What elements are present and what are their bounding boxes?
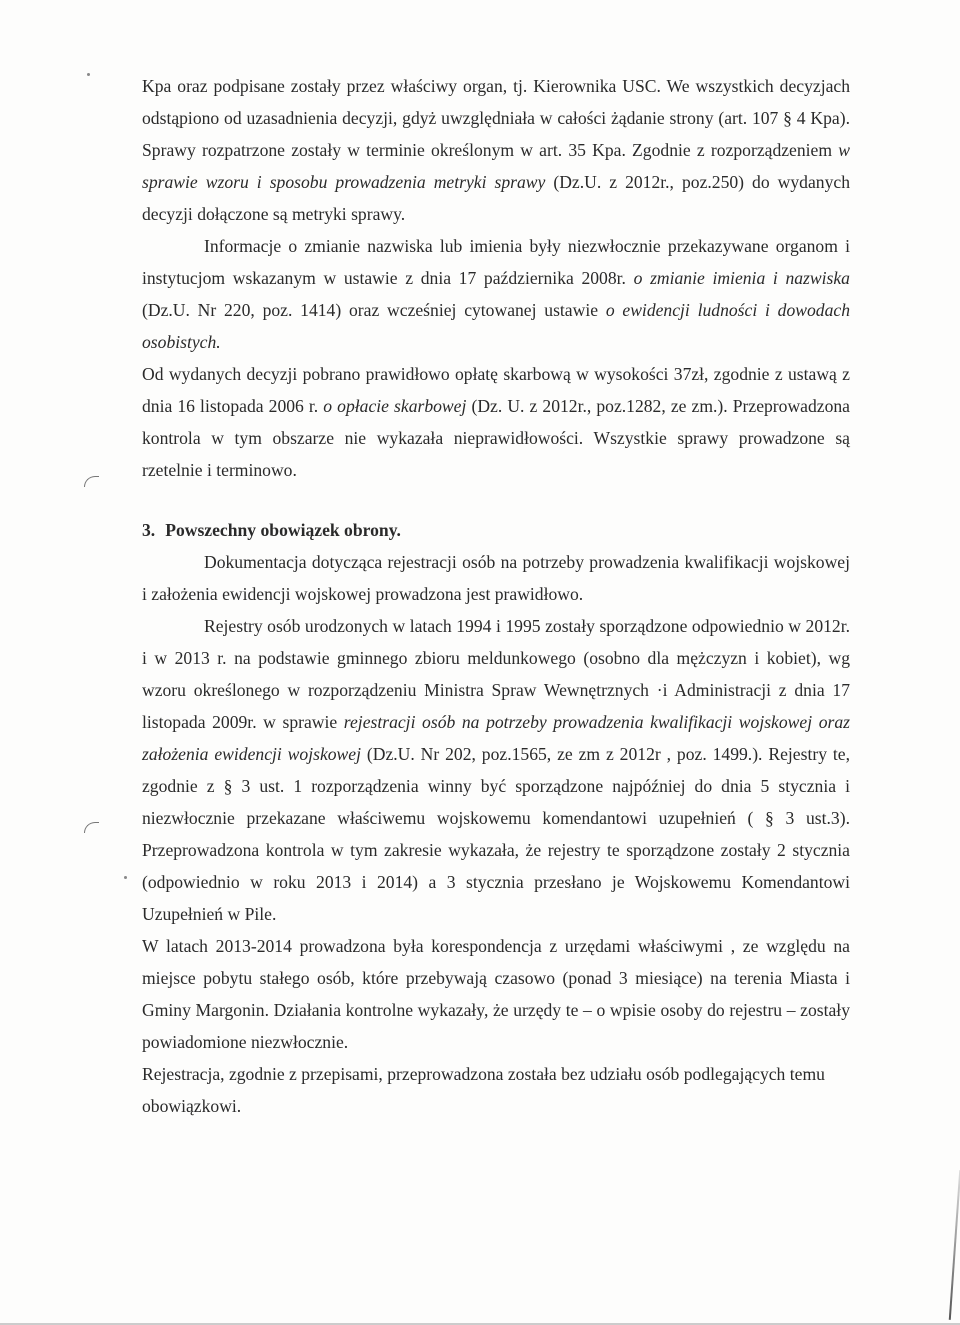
italic-citation: o zmianie imienia i nazwiska: [633, 268, 850, 288]
text-run: (Dz.U. z 2012r., poz.250) do wydanych decyzji dołączone są metryki sprawy.: [142, 172, 850, 224]
pencil-mark: [84, 822, 99, 833]
italic-citation: o ewidencji ludności i dowodach osobistych.: [142, 300, 850, 352]
text-run: (Dz.U. Nr 220, poz. 1414) oraz wcześniej cytowanej ustawie: [142, 300, 606, 320]
paragraph-name-change: [142, 230, 850, 358]
text-run: (Dz.U. Nr 202, poz.1565, ze zm z 2012r , poz. 1499.). Rejestry te, zgodnie z § 3 ust. 1 rozporządzenia winny być sporządzone najpóźniej do dnia 5 stycznia i niezwłocznie przekazane właściwemu wojskowemu komendantowi uzupełnień ( § 3 ust.3). Przeprowadzona kontrola w tym zakresie wykazała, że rejestry te sporządzone zostały 2 stycznia (odpowiednio w roku 2013 i 2014) a 3 stycznia przesłano je Wojskowemu Komendantowi Uzupełnień w Pile.: [142, 744, 850, 924]
section-title: Powszechny obowiązek obrony.: [165, 520, 401, 540]
italic-citation: rejestracji osób na potrzeby prowadzenia kwalifikacji wojskowej oraz założenia ewidencji wojskowej: [142, 712, 850, 764]
paragraph-correspondence: [142, 930, 850, 1058]
scan-speck: [87, 73, 90, 76]
paragraph-documentation: [142, 546, 850, 610]
section-number: 3.: [142, 520, 156, 540]
pencil-mark: [84, 476, 99, 487]
paragraph-decisions: [142, 70, 850, 230]
italic-citation: o opłacie skarbowej: [323, 396, 467, 416]
italic-citation: w sprawie wzoru i sposobu prowadzenia metryki sprawy: [142, 140, 850, 192]
text-run: Informacje o zmianie nazwiska lub imienia były niezwłocznie przekazywane organom i instytucjom wskazanym w ustawie z dnia 17 października 2008r.: [142, 236, 850, 288]
text-run: Rejestracja, zgodnie z przepisami, przeprowadzona została bez udziału osób podlegających temu obowiązkowi.: [142, 1064, 825, 1116]
text-run: W latach 2013-2014 prowadzona była korespondencja z urzędami właściwymi , ze względu na miejsce pobytu stałego osób, które przebywają czasowo (ponad 3 miesiące) na terenia Miasta i Gminy Margonin. Działania kontrolne wykazały, że urzędy te – o wpisie osoby do rejestru – zostały powiadomione niezwłocznie.: [142, 936, 850, 1052]
section-heading: [142, 514, 850, 546]
text-run: Od wydanych decyzji pobrano prawidłowo opłatę skarbową w wysokości 37zł, zgodnie z ustawą z dnia 16 listopada 2006 r.: [142, 364, 850, 416]
text-run: Rejestry osób urodzonych w latach 1994 i 1995 zostały sporządzone odpowiednio w 2012r. i w 2013 r. na podstawie gminnego zbioru meldunkowego (osobno dla mężczyzn i kobiet), wg wzoru określonego w rozporządzeniu Ministra Spraw Wewnętrznych ·i Administracji z dnia 17 listopada 2009r. w sprawie: [142, 616, 850, 732]
document-body: [142, 70, 850, 1122]
paragraph-registers: [142, 610, 850, 930]
text-run: Kpa oraz podpisane zostały przez właściwy organ, tj. Kierownika USC. We wszystkich decyzjach odstąpiono od uzasadnienia decyzji, gdyż uwzględniała w całości żądanie strony (art. 107 § 4 Kpa). Sprawy rozpatrzone zostały w terminie określonym w art. 35 Kpa. Zgodnie z rozporządzeniem: [142, 76, 850, 160]
paragraph-stamp-duty: [142, 358, 850, 486]
text-run: (Dz. U. z 2012r., poz.1282, ze zm.). Przeprowadzona kontrola w tym obszarze nie wykazała nieprawidłowości. Wszystkie sprawy prowadzone są rzetelnie i terminowo.: [142, 396, 850, 480]
text-run: Dokumentacja dotycząca rejestracji osób na potrzeby prowadzenia kwalifikacji wojskowej i założenia ewidencji wojskowej prowadzona jest prawidłowo.: [142, 552, 850, 604]
page-edge-shadow: [949, 1170, 960, 1320]
paragraph-registration: [142, 1058, 850, 1122]
scan-speck: [124, 876, 127, 879]
